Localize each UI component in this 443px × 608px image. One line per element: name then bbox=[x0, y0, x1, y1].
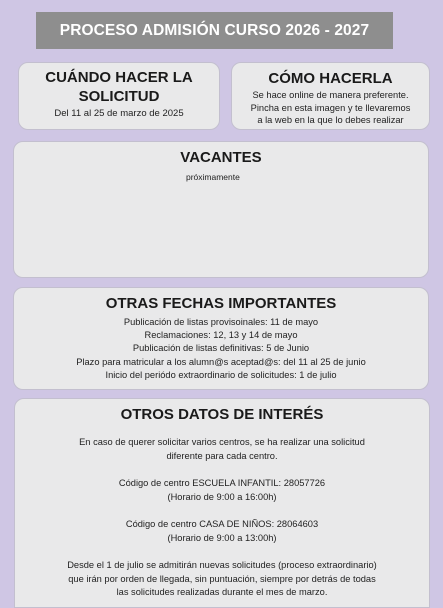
how-to-apply-text bbox=[232, 89, 429, 127]
date-item: Inicio del periódo extraordinario de solicitudes: 1 de julio bbox=[105, 369, 337, 380]
how-to-apply-card[interactable] bbox=[231, 62, 430, 130]
date-item: Publicación de listas definitivas: 5 de Junio bbox=[132, 343, 310, 354]
when-to-apply-card bbox=[18, 62, 220, 130]
how-line-1: Se hace online de manera preferente. bbox=[252, 90, 409, 100]
application-dates-text: Del 11 al 25 de marzo de 2025 bbox=[54, 108, 184, 119]
extraordinary-process-note bbox=[15, 559, 429, 600]
info-line: que irán por orden de llegada, sin puntuación, siempre por detrás de todas bbox=[68, 573, 376, 584]
info-line: las solicitudes realizadas durante el mes de marzo. bbox=[116, 587, 328, 597]
children-house-code bbox=[15, 518, 429, 545]
date-item: Plazo para matricular a los alumn@s aceptad@s: del 11 al 25 de junio bbox=[76, 356, 366, 367]
info-line: En caso de querer solicitar varios centros, se ha realizar una solicitud bbox=[79, 437, 365, 447]
multiple-centers-note bbox=[15, 436, 429, 463]
other-info-card bbox=[14, 398, 430, 608]
important-dates-card bbox=[13, 287, 429, 390]
info-line: (Horario de 9:00 a 16:00h) bbox=[167, 491, 277, 502]
info-line: Código de centro CASA DE NIÑOS: 28064603 bbox=[125, 519, 319, 529]
vacancies-status-text: próximamente bbox=[186, 172, 240, 182]
info-line: Código de centro ESCUELA INFANTIL: 28057726 bbox=[118, 478, 326, 488]
how-line-2: Pincha en esta imagen y te llevaremos bbox=[250, 102, 411, 113]
when-to-apply-title bbox=[19, 68, 219, 106]
info-line: Desde el 1 de julio se admitirán nuevas solicitudes (proceso extraordinario) bbox=[67, 560, 377, 570]
vacancies-title: VACANTES bbox=[180, 149, 262, 166]
important-dates-list bbox=[14, 316, 428, 382]
page-title: PROCESO ADMISIÓN CURSO 2026 - 2027 bbox=[59, 21, 370, 39]
when-title-line-1: CUÁNDO HACER LA bbox=[45, 69, 193, 86]
how-line-3: a la web en la que lo debes realizar bbox=[257, 115, 404, 125]
info-line: diferente para cada centro. bbox=[166, 450, 278, 461]
when-title-line-2: SOLICITUD bbox=[78, 88, 160, 105]
date-item: Publicación de listas provisoinales: 11 de mayo bbox=[123, 317, 319, 327]
how-to-apply-title: CÓMO HACERLA bbox=[268, 70, 393, 87]
date-item: Reclamaciones: 12, 13 y 14 de mayo bbox=[144, 330, 298, 341]
info-line: (Horario de 9:00 a 13:00h) bbox=[167, 532, 277, 543]
other-info-title: OTROS DATOS DE INTERÉS bbox=[120, 406, 324, 423]
vacancies-card bbox=[13, 141, 429, 278]
infant-school-code bbox=[15, 477, 429, 504]
important-dates-title: OTRAS FECHAS IMPORTANTES bbox=[105, 295, 337, 312]
page-title-banner bbox=[36, 12, 393, 49]
